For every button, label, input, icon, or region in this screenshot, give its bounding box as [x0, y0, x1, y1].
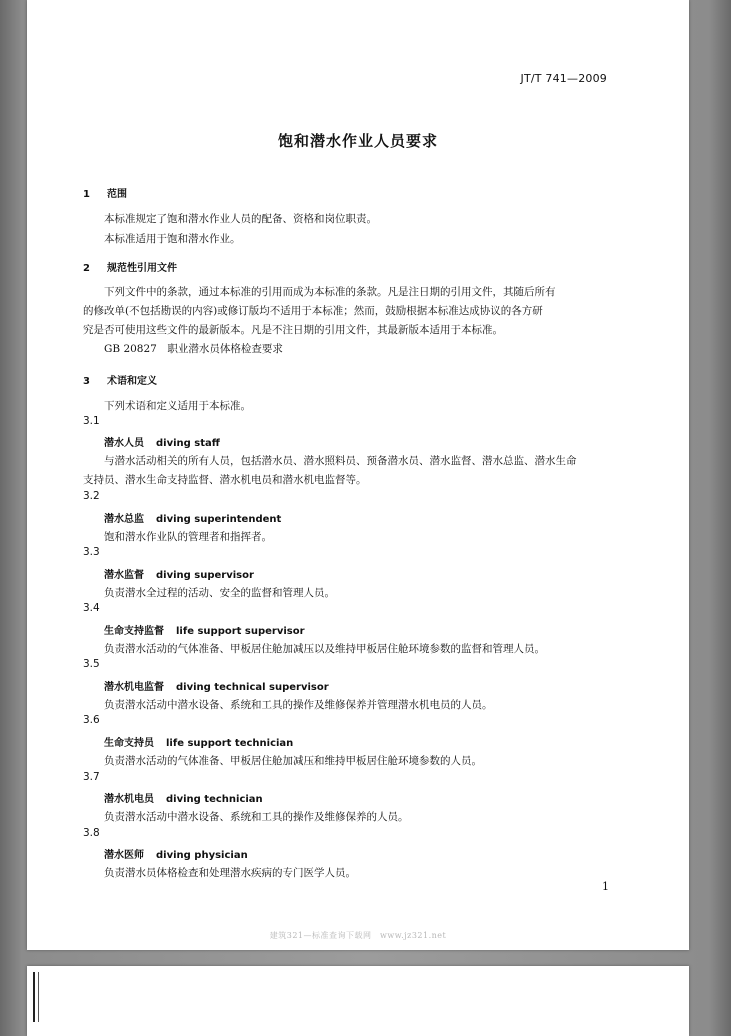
standard-code: JT/T 741—2009 — [520, 72, 607, 85]
term-number: 3.5 — [83, 658, 100, 670]
normative-reference: GB 20827 职业潜水员体格检查要求 — [104, 343, 283, 355]
term-number: 3.6 — [83, 714, 100, 726]
term-zh: 生命支持监督 — [104, 626, 164, 637]
section-number: 1 — [83, 189, 90, 200]
term-entry — [104, 846, 248, 861]
term-en: diving superintendent — [156, 514, 282, 525]
section-2-heading — [83, 259, 177, 274]
next-page-preview — [27, 966, 689, 1036]
term-definition: 负责潜水活动中潜水设备、系统和工具的操作及维修保养并管理潜水机电员的人员。 — [104, 699, 493, 711]
term-definition: 支持员、潜水生命支持监督、潜水机电员和潜水机电监督等。 — [83, 474, 367, 486]
term-definition: 负责潜水全过程的活动、安全的监督和管理人员。 — [104, 587, 335, 599]
term-en: diving staff — [156, 438, 220, 449]
document-title: 饱和潜水作业人员要求 — [277, 132, 438, 150]
term-zh: 潜水机电员 — [104, 794, 154, 805]
paragraph-line: 究是否可使用这些文件的最新版本。凡是不注日期的引用文件，其最新版本适用于本标准。 — [83, 324, 503, 336]
term-definition: 负责潜水员体格检查和处理潜水疾病的专门医学人员。 — [104, 867, 356, 879]
term-entry — [104, 566, 254, 581]
section-1-heading — [83, 185, 127, 200]
paragraph-line: 本标准适用于饱和潜水作业。 — [104, 233, 241, 245]
term-en: diving technical supervisor — [176, 682, 329, 693]
term-zh: 潜水监督 — [104, 570, 144, 581]
term-en: diving technician — [166, 794, 263, 805]
paragraph-line: 本标准规定了饱和潜水作业人员的配备、资格和岗位职责。 — [104, 213, 377, 225]
term-number: 3.8 — [83, 827, 100, 839]
term-en: life support supervisor — [176, 626, 305, 637]
section-3-heading — [83, 372, 157, 387]
document-page — [27, 0, 689, 950]
term-zh: 潜水总监 — [104, 514, 144, 525]
term-definition: 负责潜水活动的气体准备、甲板居住舱加减压和维持甲板居住舱环境参数的人员。 — [104, 755, 482, 767]
term-number: 3.2 — [83, 490, 100, 502]
term-entry — [104, 790, 263, 805]
term-definition: 负责潜水活动中潜水设备、系统和工具的操作及维修保养的人员。 — [104, 811, 409, 823]
term-en: diving physician — [156, 850, 248, 861]
section-number: 3 — [83, 376, 90, 387]
paragraph-line: 下列文件中的条款，通过本标准的引用而成为本标准的条款。凡是注日期的引用文件，其随后所有 — [104, 286, 556, 298]
term-en: life support technician — [166, 738, 294, 749]
term-zh: 潜水医师 — [104, 850, 144, 861]
section-title: 范围 — [107, 189, 127, 200]
term-entry — [104, 510, 281, 525]
term-number: 3.3 — [83, 546, 100, 558]
section-title: 术语和定义 — [107, 376, 157, 387]
paragraph-line: 下列术语和定义适用于本标准。 — [104, 400, 251, 412]
term-number: 3.4 — [83, 602, 100, 614]
term-entry — [104, 678, 329, 693]
section-number: 2 — [83, 263, 90, 274]
term-zh: 生命支持员 — [104, 738, 154, 749]
watermark: 建筑321—标准查询下载网 www.jz321.net — [269, 931, 447, 940]
term-definition: 饱和潜水作业队的管理者和指挥者。 — [104, 531, 272, 543]
term-number: 3.7 — [83, 771, 100, 783]
term-en: diving supervisor — [156, 570, 254, 581]
term-zh: 潜水人员 — [104, 438, 144, 449]
term-entry — [104, 434, 220, 449]
term-definition: 与潜水活动相关的所有人员，包括潜水员、潜水照料员、预备潜水员、潜水监督、潜水总监、潜水生命 — [104, 455, 577, 467]
term-zh: 潜水机电监督 — [104, 682, 164, 693]
section-title: 规范性引用文件 — [107, 263, 177, 274]
term-entry — [104, 622, 305, 637]
term-number: 3.1 — [83, 415, 100, 427]
page-number: 1 — [602, 880, 609, 893]
scan-margin-mark — [33, 972, 39, 1022]
term-definition: 负责潜水活动的气体准备、甲板居住舱加减压以及维持甲板居住舱环境参数的监督和管理人员。 — [104, 643, 545, 655]
paragraph-line: 的修改单(不包括勘误的内容)或修订版均不适用于本标准；然而，鼓励根据本标准达成协议的各方研 — [83, 305, 543, 317]
term-entry — [104, 734, 293, 749]
